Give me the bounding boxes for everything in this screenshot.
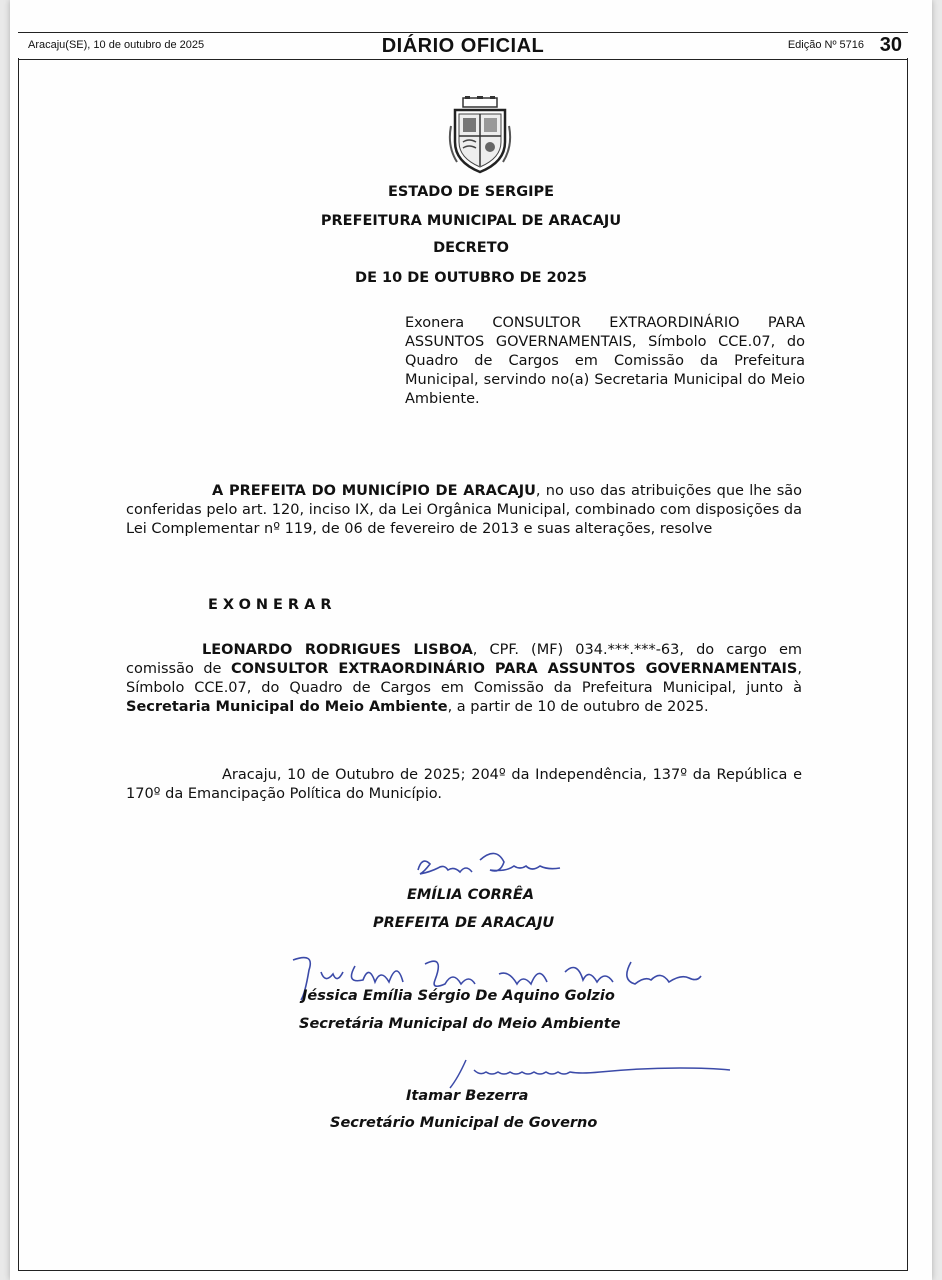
- body-text-1: , CPF. (MF) 034.***.***-63, do cargo em comissão de: [126, 642, 802, 677]
- signature-secretary-government: [440, 1056, 740, 1092]
- page-header: [18, 32, 908, 60]
- heading-date: DE 10 DE OUTUBRO DE 2025: [355, 270, 587, 286]
- page-number: 30: [879, 34, 902, 56]
- preamble-text: , no uso das atribuições que lhe são conferidas pelo art. 120, inciso IX, da Lei Orgânica Municipal, combinado com disposições da Lei Complementar nº 119, de 06 de fevereiro de 2013 e suas alterações, resolve: [126, 483, 803, 537]
- exonerated-name: LEONARDO RODRIGUES LISBOA: [202, 642, 473, 658]
- closing-text: Aracaju, 10 de Outubro de 2025; 204º da Independência, 137º da República e 170º da Emancipação Política do Município.: [126, 767, 802, 802]
- signature-mayor: [410, 842, 570, 888]
- heading-type: DECRETO: [433, 240, 509, 256]
- heading-state: ESTADO DE SERGIPE: [387, 184, 555, 200]
- heading-city: PREFEITURA MUNICIPAL DE ARACAJU: [320, 213, 622, 229]
- signer-3-name: Itamar Bezerra: [406, 1088, 529, 1104]
- ementa: Exonera CONSULTOR EXTRAORDINÁRIO PARA ASSUNTOS GOVERNAMENTAIS, Símbolo CCE.07, do Quadro de Cargos em Comissão da Prefeitura Municipal, servindo no(a) Secretaria Municipal do Meio Ambiente.: [405, 315, 805, 407]
- action-word: EXONERAR: [208, 597, 337, 613]
- closing: [126, 766, 802, 804]
- header-title: DIÁRIO OFICIAL: [381, 35, 545, 57]
- preamble: [126, 482, 802, 539]
- signer-1-role: PREFEITA DE ARACAJU: [373, 915, 555, 931]
- role-name: CONSULTOR EXTRAORDINÁRIO PARA ASSUNTOS GOVERNAMENTAIS: [230, 661, 798, 677]
- signer-3-role: Secretário Municipal de Governo: [330, 1115, 598, 1131]
- header-date: Aracaju(SE), 10 de outubro de 2025: [28, 39, 205, 51]
- preamble-authority: A PREFEITA DO MUNICÍPIO DE ARACAJU: [212, 483, 536, 499]
- body-text-3: , a partir de 10 de outubro de 2025.: [447, 699, 709, 715]
- body-text-2: , Símbolo CCE.07, do Quadro de Cargos em Comissão da Prefeitura Municipal, junto à: [126, 661, 802, 696]
- header-edition: Edição Nº 5716: [787, 39, 864, 51]
- signer-2-role: Secretária Municipal do Meio Ambiente: [299, 1016, 621, 1032]
- signer-2-name: Jéssica Emília Sérgio De Aquino Golzio: [302, 988, 615, 1004]
- signer-1-name: EMÍLIA CORRÊA: [407, 887, 535, 903]
- coat-of-arms-icon: [445, 96, 515, 176]
- decree-body: [126, 641, 802, 717]
- secretaria-name: Secretaria Municipal do Meio Ambiente: [126, 699, 448, 715]
